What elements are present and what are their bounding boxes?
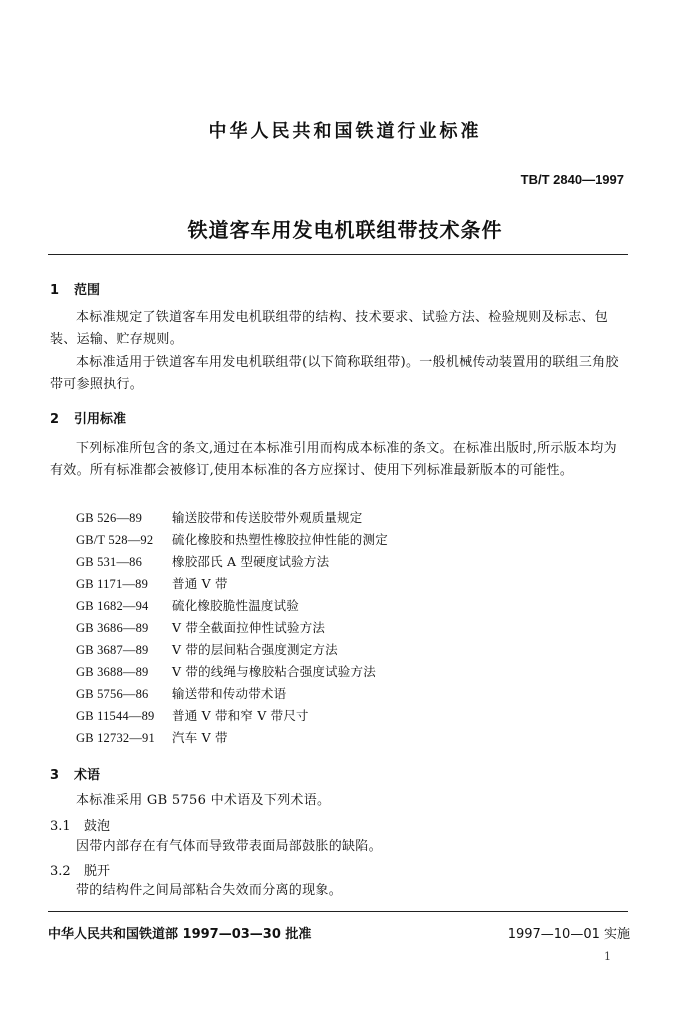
reference-title: V 带全截面拉伸性试验方法 <box>172 620 326 635</box>
reference-item <box>76 508 363 526</box>
implementation-date: 1997—10—01 实施 <box>507 927 630 942</box>
term-definition: 带的结构件之间局部粘合失效而分离的现象。 <box>76 883 343 898</box>
reference-item <box>76 530 388 548</box>
term-number: 3.1 <box>50 819 71 834</box>
section-title: 引用标准 <box>74 412 127 427</box>
section-title: 术语 <box>74 768 101 783</box>
reference-title: 硫化橡胶和热塑性橡胶拉伸性能的测定 <box>172 532 388 547</box>
reference-code: GB 526—89 <box>76 511 143 525</box>
reference-title: 硫化橡胶脆性温度试验 <box>172 598 300 613</box>
section-2-heading <box>50 408 126 427</box>
reference-code: GB 3688—89 <box>76 665 149 679</box>
reference-item <box>76 552 329 570</box>
section-number: 2 <box>50 412 60 427</box>
term-name: 鼓泡 <box>84 819 111 834</box>
standard-code: TB/T 2840—1997 <box>520 172 624 187</box>
header-divider <box>48 254 628 255</box>
reference-title: 普通 V 带 <box>172 576 228 591</box>
section-3-heading <box>50 764 100 783</box>
section-3-intro: 本标准采用 GB 5756 中术语及下列术语。 <box>76 793 331 808</box>
reference-code: GB 1682—94 <box>76 599 149 613</box>
reference-item <box>76 596 299 614</box>
reference-item <box>76 684 286 702</box>
reference-title: V 带的线绳与橡胶粘合强度试验方法 <box>172 664 376 679</box>
term-heading <box>50 860 110 879</box>
section-number: 1 <box>50 283 60 298</box>
section-title: 范围 <box>74 283 101 298</box>
section-1-paragraph: 本标准适用于铁道客车用发电机联组带(以下简称联组带)。一般机械传动装置用的联组三角胶带可参照执行。 <box>50 355 619 392</box>
approval-line: 中华人民共和国铁道部 1997—03—30 批准 <box>48 927 312 942</box>
reference-title: 输送带和传动带术语 <box>172 686 287 701</box>
section-1-heading <box>50 279 100 298</box>
reference-item <box>76 706 309 724</box>
reference-code: GB 11544—89 <box>76 709 155 723</box>
document-title: 铁道客车用发电机联组带技术条件 <box>187 218 503 242</box>
term-definition: 因带内部存在有气体而导致带表面局部鼓胀的缺陷。 <box>76 839 382 854</box>
section-2-intro: 下列标准所包含的条文,通过在本标准引用而构成本标准的条文。在标准出版时,所示版本均为有效。所有标准都会被修订,使用本标准的各方应探讨、使用下列标准最新版本的可能性。 <box>50 441 617 478</box>
section-1-paragraph: 本标准规定了铁道客车用发电机联组带的结构、技术要求、试验方法、检验规则及标志、包装、运输、贮存规则。 <box>50 310 609 347</box>
reference-code: GB/T 528—92 <box>76 533 154 547</box>
reference-item <box>76 640 338 658</box>
reference-title: 汽车 V 带 <box>172 730 228 745</box>
reference-item <box>76 574 228 592</box>
reference-item <box>76 728 228 746</box>
footer-divider <box>48 911 628 912</box>
term-heading <box>50 815 110 834</box>
section-number: 3 <box>50 768 60 783</box>
reference-code: GB 5756—86 <box>76 687 149 701</box>
reference-item <box>76 618 325 636</box>
reference-title: 橡胶邵氏 A 型硬度试验方法 <box>172 554 330 569</box>
reference-code: GB 3686—89 <box>76 621 149 635</box>
reference-title: 普通 V 带和窄 V 带尺寸 <box>172 708 309 723</box>
reference-item <box>76 662 376 680</box>
issuing-organization: 中华人民共和国铁道行业标准 <box>208 121 482 142</box>
term-number: 3.2 <box>50 864 71 879</box>
reference-code: GB 1171—89 <box>76 577 149 591</box>
reference-code: GB 12732—91 <box>76 731 155 745</box>
page-number: 1 <box>604 950 611 963</box>
term-name: 脱开 <box>84 864 111 879</box>
reference-code: GB 3687—89 <box>76 643 149 657</box>
reference-title: V 带的层间粘合强度测定方法 <box>172 642 338 657</box>
reference-code: GB 531—86 <box>76 555 143 569</box>
reference-title: 输送胶带和传送胶带外观质量规定 <box>172 510 363 525</box>
